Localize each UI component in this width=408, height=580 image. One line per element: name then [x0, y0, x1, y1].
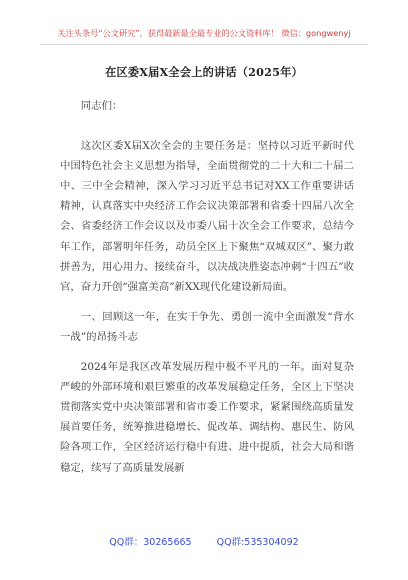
document-body [60, 96, 354, 478]
header-notice: 关注头条号“公文研究”，获得最新最全最专业的公文资料库！ 微信：gongwenyj [57, 28, 351, 38]
section-heading: 一、回顾这一年，在实干争先、勇创一流中全面激发“背水一战”的昂扬斗志 [60, 310, 354, 343]
footer-qq-group-1: QQ群：30265665 [109, 537, 192, 548]
header-divider [40, 44, 368, 45]
footer-contacts [0, 534, 408, 548]
paragraph-gap [60, 297, 354, 307]
salutation: 同志们： [80, 100, 123, 112]
document-title: 在区委X届X全会上的讲话（2025年） [105, 65, 303, 79]
body-paragraph: 2024年是我区改革发展历程中极不平凡的一年。面对复杂严峻的外部环境和艰巨繁重的改革发展稳定任务，全区上下坚决贯彻落实党中央决策部署和省市委工作要求，紧紧围绕高质量发展首要任务，统筹推进稳增长、促改革、调结构、惠民生、防风险各项工作，全区经济运行稳中有进、进中提质，社会大局和谐稳定，续写了高质量发展新 [60, 361, 354, 474]
intro-paragraph: 这次区委X届X次全会的主要任务是：坚持以习近平新时代中国特色社会主义思想为指导，全面贯彻党的二十大和二十届二中、三中全会精神，深入学习习近平总书记对XX工作重要讲话精神，认真落实中央经济工作会议决策部署和省委十四届八次全会、省委经济工作会议以及市委八届十次全会工作要求，总结今年工作，部署明年任务，动员全区上下聚焦“双城双区”、聚力敢拼善为，用心用力、接续奋斗，以决战决胜姿态冲刺“十四五”收官，奋力开创“强富美高”新XX现代化建设新局面。 [60, 140, 354, 293]
footer-qq-group-2: QQ群:535304092 [216, 537, 299, 548]
paragraph-gap [60, 347, 354, 357]
